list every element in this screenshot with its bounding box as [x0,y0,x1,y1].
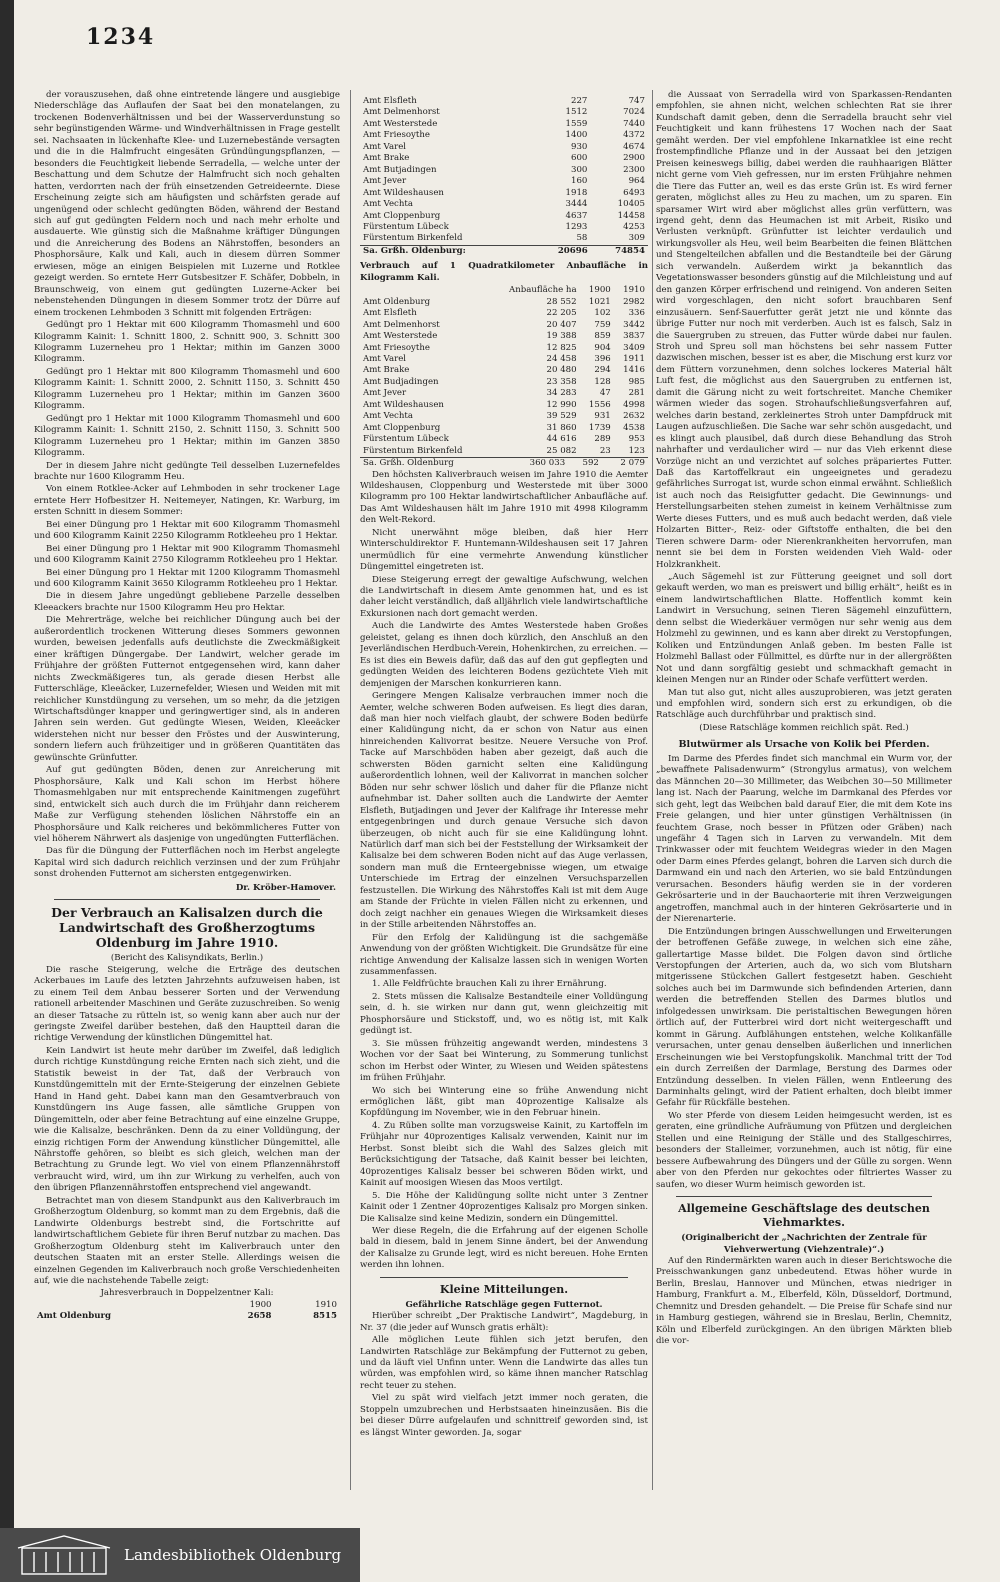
divider [380,1277,628,1278]
table-row [360,423,648,434]
paragraph: Wo sich bei Winterung eine so frühe Anwendung nicht ermöglichen läßt, gibt man 40prozentige Kalisalze als Kopfdüngung im November, wie in den Februar hinein. [360,1085,648,1119]
divider [54,899,320,900]
table-cell: 3444 [565,199,588,210]
table-cell: 904 [594,342,611,353]
table-cell: Amt Wildeshausen [363,187,444,198]
table-row [360,176,648,187]
table-row [360,211,648,222]
column-2 [360,96,648,1546]
paragraph: 5. Die Höhe der Kalidüngung sollte nicht unter 3 Zentner Kainit oder 1 Zentner 40prozentiges Kalisalz pro Morgen sinken. Die Kalisalze sind keine Medizin, sondern ein Düngemittel. [360,1190,648,1224]
paragraph: Diese Steigerung erregt der gewaltige Aufschwung, welchen die Landwirtschaft in diesem Amte genommen hat, und es ist daher leicht verständlich, daß alljährlich viele landwirtschaftliche Exkursionen nach dort gemacht werden. [360,574,648,619]
paragraph: Bei einer Düngung pro 1 Hektar mit 900 Kilogramm Thomasmehl und 600 Kilogramm Kainit 2750 Kilogramm Rotkleeheu pro 1 Hektar. [34,543,340,566]
header-cell: 1900 [249,1299,272,1310]
table-cell: 14458 [617,210,645,221]
table-cell: 2632 [623,411,645,422]
paragraph: Von einem Rotklee-Acker auf Lehmboden in sehr trockener Lage erntete Herr Hofbesitzer H. Neitemeyer, Natingen, Kr. Warburg, im ersten Schnitt in diesem Sommer: [34,484,340,518]
table-cell: 22 205 [546,308,577,319]
table-cell: 4998 [623,399,645,410]
table-cell: 39 529 [546,411,577,422]
table-cell: 289 [594,434,611,445]
header-cell [360,285,489,296]
table-cell: Amt Cloppenburg [363,210,441,221]
table-cell: 3442 [623,319,645,330]
table-row [360,297,648,308]
section-title: Allgemeine Geschäftslage des deutschen Viehmarktes. [678,1202,930,1230]
kali-table-continued [360,96,648,245]
table-cell: 2300 [623,164,645,175]
table-cell: Amt Brake [363,153,410,164]
table-row [360,199,648,210]
paragraph: Für den Erfolg der Kalidüngung ist die sachgemäße Anwendung von der größten Wichtigkeit. Die Grundsätze für eine richtige Anwendung der Kalisalze lassen sich in wenigen Worten zusammenfassen. [360,932,648,977]
table-cell: Amt Westerstede [363,331,438,342]
table-row [360,222,648,233]
section-text [656,754,952,1191]
table-cell: Amt Oldenburg [363,296,431,307]
table-cell: Amt Friesoythe [363,130,430,141]
table-cell: 1400 [565,130,588,141]
paragraph: Betrachtet man von diesem Standpunkt aus den Kaliverbrauch im Großherzogtum Oldenburg, so kommt man zu dem Ergebnis, daß die Landwirte Oldenburgs bestrebt sind, die Fortschritte auf landwirtschaftlichem Gebiete für ihren Beruf nutzbar zu machen. Das Großherzogtum Oldenburg steht im Kaliverbrauch unter den deutschen Staaten mit an erster Stelle. Allerdings weisen die einzelnen Gegenden im Kaliverbrauch noch große Verschiedenheiten auf, wie die nachstehende Tabelle zeigt: [34,1195,340,1286]
table-row [360,377,648,388]
header-cell: 1900 [588,285,611,296]
table-row [360,354,648,365]
table-cell: Amt Oldenburg [37,1311,111,1322]
table-cell: 4372 [623,130,645,141]
table-row [360,446,648,457]
table-cell: 309 [628,233,645,244]
table-cell: 4538 [623,422,645,433]
section-text [360,1311,648,1439]
paragraph: Wer diese Regeln, die die Erfahrung auf der eigenen Scholle bald in diesem, bald in jenem Sinne ändert, bei der Anwendung der Kalisalze zu Grunde legt, wird es nicht bereuen. Hohe Ernten werden ihn lohnen. [360,1225,648,1271]
table-cell: Amt Varel [363,353,407,364]
table-cell: 1739 [588,422,611,433]
paragraph: Geringere Mengen Kalisalze verbrauchen immer noch die Aemter, welche schweren Boden aufweisen. Es liegt dies daran, daß man hier noch vielfach glaubt, der schwere Boden bedürfe einer Kalidüngung nicht, da er schon von Natur aus einen hinreichenden Kalivorrat besitze. Neuere Versuche von Prof. Tacke auf Marschböden haben aber gezeigt, daß auch die schwersten Böden garnicht selten eine Kalidüngung außerordentlich lohnen, weil der Kalivorrat in manchen solcher Böden nur sehr schwer löslich und daher für die Pflanze nicht aufnehmbar ist. Daher sollten auch die Landwirte der Aemter Elsfleth, Butjadingen und Jever der Kalifrage ihr Interesse mehr entgegenbringen und durch genaue Versuche sich davon überzeugen, ob nicht auch für sie eine Kalidüngung lohnt. Natürlich darf man sich bei der Feststellung der Wirksamkeit der Kalisalze bei dem schweren Boden nicht auf das Auge verlassen, sondern man muß die Ernteergebnisse wiegen, um etwaige Unterschiede im Ertrag der einzelnen Versuchsparzellen festzustellen. Die Wirkung des Nährstoffes Kali ist mit dem Auge am Stande der Früchte in vielen Fällen nicht zu erkennen, und doch zeigt nachher ein genaues Wiegen die Wirksamkeit dieses in der Stille arbeitenden Nährstoffes an. [360,691,648,931]
table-row [360,343,648,354]
table-cell: 336 [628,308,645,319]
table-cell: 1293 [565,221,588,232]
table-cell: Amt Delmenhorst [363,107,440,118]
paragraph: Wo ster Pferde von diesem Leiden heimgesucht werden, ist es geraten, eine gründliche Aufräumung von Pfützen und dergleichen Stellen und eine Reinigung der Ställe und des Stallgeschirres, besonders der Stalleimer, vorzunehmen, auch ist nötig, für eine bessere Aufbewahrung des Düngers und der Gülle zu sorgen. Wenn aber von den Pferden nur gekochtes oder filtriertes Wasser zu saufen, wo dieser Wurm heimisch geworden ist. [656,1110,952,1190]
header-cell: 1910 [315,1299,337,1310]
table-cell: Amt Westerstede [363,118,438,129]
table-cell: 28 552 [546,296,577,307]
table-cell: Amt Jever [363,388,407,399]
area-table [360,285,648,457]
paragraph: Bei einer Düngung pro 1 Hektar mit 600 Kilogramm Thomasmehl und 600 Kilogramm Kainit 2250 Kilogramm Rotkleeheu pro 1 Hektar. [34,519,340,542]
table-row [360,388,648,399]
table-row [360,142,648,153]
table-cell: 34 283 [546,388,577,399]
table-cell: 47 [599,388,611,399]
header-cell: 1910 [623,285,645,296]
paragraph: Gedüngt pro 1 Hektar mit 1000 Kilogramm Thomasmehl und 600 Kilogramm Kainit: 1. Schnitt 2150, 2. Schnitt 1150, 3. Schnitt 500 Kilogramm Luzerneheu pro 1 Hektar; mithin im Ganzen 3850 Kilogramm. [34,413,340,459]
table-cell: 7440 [623,118,645,129]
section-continuation [656,90,952,722]
table-row [360,308,648,319]
table-cell: 747 [628,96,645,106]
paragraph: Die in diesem Jahre ungedüngt gebliebene Parzelle desselben Kleeackers brachte nur 1500 Kilogramm Heu pro Hektar. [34,591,340,613]
table-cell: 1416 [623,365,645,376]
paragraph: Das für die Düngung der Futterflächen noch im Herbst angelegte Kapital wird sich dadurch reichlich verzinsen und der zum Frühjahr sonst drohenden Futternot am sichersten entgegenwirken. [34,846,340,880]
paragraph: Den höchsten Kaliverbrauch weisen im Jahre 1910 die Aemter Wildeshausen, Cloppenburg und Westerstede mit über 3000 Kilogramm pro 100 Hektar landwirtschaftlicher Anbaufläche auf. Das Amt Wildeshausen hält im Jahre 1910 mit 4998 Kilogramm den Welt-Rekord. [360,469,648,526]
paragraph: 1. Alle Feldfrüchte brauchen Kali zu ihrer Ernährung. [372,979,607,990]
table-cell: 23 [599,445,611,456]
paragraph: Auf den Rindermärkten waren auch in dieser Berichtswoche die Preisschwankungen ganz unbedeutend. Etwas höher wurde in Berlin, Breslau, Hannover und München, etwas niedriger in Hamburg, Frankfurt a. M., Elberfeld, Köln, Düsseldorf, Dortmund, Chemnitz und Dresden gehandelt. — Die Preise für Schafe sind nur in Hamburg gestiegen, während sie in Breslau, Berlin, Chemnitz, Köln und Elberfeld zurückgingen. An den übrigen Märkten blieb die vor- [656,1255,952,1347]
kali-table-start [34,1300,340,1323]
area-table-total [360,457,648,469]
table-cell: 12 990 [546,399,577,410]
table-cell: Fürstentum Birkenfeld [363,445,463,456]
table-cell: 227 [570,96,588,106]
table-row [360,331,648,342]
table-cell: Amt Elsfleth [363,308,417,319]
article-text [34,965,340,1288]
table-cell: 1556 [588,399,611,410]
table-cell: 128 [594,376,611,387]
table-cell: 931 [594,411,611,422]
editor-note: (Diese Ratschläge kommen reichlich spät. Red.) [699,722,909,733]
author-signature: Dr. Kröber-Hamover. [235,882,336,893]
table-cell: 964 [628,176,645,187]
table-cell: 953 [628,434,645,445]
table-cell: 1918 [565,187,588,198]
paragraph: „Auch Sägemehl ist zur Fütterung geeignet und soll dort gekauft werden, wo man es preiswert und billig erhält“, heißt es in einem landwirtschaftlichen Blatte. Hoffentlich kommt kein Landwirt in Versuchung, seinen Tieren Sägemehl einzufüttern, denn selbst die Wiederkäuer vermögen nur sehr wenig aus dem Holzmehl zu gewinnen, und es kann aber direkt zu Verstopfungen, Koliken und Entzündungen Anlaß geben. Im besten Falle ist Holzmehl Ballast oder Füllmittel, es dürfte nur in der allergrößten Not und dann sorgfältig gesiebt und schmackhaft gemacht in kleinen Mengen nur an Rinder oder Schafe verfüttert werden. [656,572,952,686]
table-cell: 759 [594,319,611,330]
table-row [360,320,648,331]
table-cell: 300 [570,164,588,175]
table-cell: 2658 [247,1311,272,1322]
table-cell: 44 616 [546,434,577,445]
table-cell: 3837 [623,331,645,342]
table-cell: 294 [594,365,611,376]
table-cell: 1021 [588,296,611,307]
paragraph: die Aussaat von Serradella wird von Sparkassen-Rendanten empfohlen, sie ahnen nicht, welchen schlechten Rat sie ihrer Kundschaft damit geben, denn die Serradella braucht sehr viel Feuchtigkeit und kann frühestens 17 Wochen nach der Saat gemäht werden. Der viel empfohlene Inkarnatklee ist eine recht frostempfindliche Pflanze und in der Aussaat bei den jetzigen Preisen keineswegs billig, dabei werden die rauhhaarigen Blätter nicht gerne vom Vieh gefressen, nur im ersten Frühjahre nehmen die Tiere das Futter an, weil es das erste Grün ist. Es wird ferner geraten, möglichst alles zu Heu zu machen, um zu sparen. Ein sparsamer Wirt wird aber möglichst alles grün verfüttern, was irgend geht, denn das Heumachen ist mit Arbeit, Risiko und Verlusten verknüpft. Grünfutter ist leichter verdaulich und wirkungsvoller als Heu, weil beim Bearbeiten die feinen Blättchen und Stengelteilchen abfallen und die Bestandteile bei der Gärung sich verwandeln. Außerdem wirkt ja bekanntlich das Vegetationswasser besonders günstig auf die Milchleistung und auf den ganzen Körper erfrischend und reinigend. Von anderen Seiten wird vorgeschlagen, den nicht sofort brauchbaren Senf einzusäuern. Senf-Sauerfutter gerät jetzt nie und könnte das übrige Futter nur noch mit verderben. Auch ist es falsch, Salz in die Sauergruben zu streuen, das Futter würde dabei nur faulen. Stroh und Spreu soll man höchstens bei sehr nassem Futter dazwischen mischen, besser ist es aber, die Mischung erst kurz vor dem Füttern vorzunehmen, denn solches lockeres Material hält Luft fest, die möglichst aus den Sauergruben zu entfernen ist, damit die Gärung nicht zu weit fortschreitet. Manche Chemiker wärmen wieder das sogen. Strohaufschließungsverfahren auf, welches darin bestand, zerkleinertes Stroh unter Dampfdruck mit Laugen aufzuschließen. Die Sache war sehr schön ausgedacht, und es klingt auch plausibel, daß durch diese Behandlung das Stroh nahrhafter und verdaulicher wird — nur das Vieh erkennt diese Vorzüge nicht an und verzichtet auf solches präpariertes Futter. Daß das Kartoffelkraut ein ungeeignetes und geradezu gefährliches Surrogat ist, wurde schon einmal erwähnt. Schließlich ist auch noch das Reisigfutter gedacht. Die Gewinnungs- und Herstellungsarbeiten stehen zumeist in keinem Verhältnisse zum Werte dieses Futters, und es muß auch bedacht werden, daß viele Holzarten Bitter-, Reiz- oder Giftstoffe enthalten, die bei den Tieren schwere Darm- oder Nierenkrankheiten hervorrufen, man nennt sie bei dem in Forsten weidenden Vieh Wald- oder Holzkrankheit. [656,90,952,570]
table-cell: 8515 [313,1311,337,1322]
page-number: 1234 [86,24,156,50]
paragraph: der vorauszusehen, daß ohne eintretende längere und ausgiebige Niederschläge das Auflaufen der Saat bei den monatelangen, zu trockenen Bodenverhältnissen und bei der Wasserverdunstung so sehr begünstigenden Wärme- und Windverhältnissen in Frage gestellt sei. Nachsaaten in lückenhafte Klee- und Luzernebestände versagten und die in die Halmfrucht eingesäten Gründüngungspflanzen, — besonders die Feuchtigkeit liebende Serradella, — welche unter der Beschattung und dem Schutze der Halmfrucht sich noch gehalten hatten, verdorrten nach der früh einsetzenden Getreideernte. Diese Erscheinung zeigte sich am häufigsten und schärfsten gerade auf ungenügend oder schlecht gedüngten Böden, während der Bestand sich auf gut gedüngten Feldern noch und nach mehr erholte und ausdauerte. Wie günstig sich die Maßnahme kräftiger Düngungen und die Anreicherung des Bodens an Nährstoffen, besonders an Phosphorsäure, Kalk und Kali, auch in diesem dürren Sommer erwiesen, möge an einigen Beispielen mit Luzerne und Rotklee gezeigt werden. So erntete Herr Gutsbesitzer F. Schäfer, Dobbeln, in Braunschweig, von einem gut gedüngten Luzerne-Acker bei nebenstehenden Düngungen in diesem Sommer trotz der Dürre auf einem trockenen Lehmboden 3 Schnitt mit folgenden Erträgen: [34,90,340,318]
paragraph: Kein Landwirt ist heute mehr darüber im Zweifel, daß lediglich durch richtige Kunstdüngung reiche Ernten nach sich zieht, und die Statistik beweist in der Tat, daß der Verbrauch von Kunstdüngemitteln mit der Ernte-Steigerung der einzelnen Gebiete Hand in Hand geht. Dabei kann man den Gesamtverbrauch von Kunstdüngern ins Auge fassen, alle sämtliche Gruppen von Düngemitteln, oder aber feine Betrachtung auf eine einzelne Gruppe, wie die Kalisalze, beschränken. Denn da zu einer Volldüngung, der einzig richtigen Form der Anwendung künstlicher Düngemittel, alle Nährstoffe gehören, so bleibt es sich gleich, welchen man der Betrachtung zu Grunde legt. Wo viel von einem Pflanzennährstoff verbraucht wird, wird, um ihn zur Wirkung zu verhelfen, auch von den übrigen Pflanzennährstoffen entsprechend viel angewandt. [34,1045,340,1194]
table-row [360,119,648,130]
table-cell: 930 [570,141,588,152]
paragraph: Bei einer Düngung pro 1 Hektar mit 1200 Kilogramm Thomasmehl und 600 Kilogramm Kainit 3650 Kilogramm Rotkleeheu pro 1 Hektar. [34,567,340,590]
column-1 [34,90,340,1540]
paragraph: Auch die Landwirte des Amtes Westerstede haben Großes geleistet, gelang es ihnen doch kürzlich, den Anschluß an den Jeverländischen Herdbuch-Verein, Hohenkirchen, zu erreichen. — Es ist dies ein Beweis dafür, daß das auf den gut gepflegten und gedüngten Weiden des leichteren Bodens gezüchtete Vieh mit demjenigen der Marschen konkurrieren kann. [360,621,648,689]
table-row [360,434,648,445]
table-cell: Amt Vechta [363,411,413,422]
section-text [656,1256,952,1348]
table-cell: Fürstentum Birkenfeld [363,233,463,244]
section-title: Blutwürmer als Ursache von Kolik bei Pferden. [678,739,930,751]
table-cell: 31 860 [546,422,577,433]
total-cell: 2 079 [602,458,648,470]
divider [676,1196,932,1197]
column-3 [656,90,952,1540]
table-cell: Amt Cloppenburg [363,422,441,433]
table-cell: Fürstentum Lübeck [363,221,449,232]
table-cell: Amt Elsfleth [363,96,417,106]
table2-caption: Verbrauch auf 1 Quadratkilometer Anbaufläche in Kilogramm Kali. [360,261,648,283]
table-cell: 2900 [623,153,645,164]
table-cell: 4637 [565,210,588,221]
paragraph: Man tut also gut, nicht alles auszuprobieren, was jetzt geraten und empfohlen wird, sondern sich erst zu erkundigen, ob die Ratschläge auch durchführbar und praktisch sind. [656,687,952,721]
table-cell: 24 458 [546,353,577,364]
table-cell: 600 [570,153,588,164]
paragraph: 3. Sie müssen frühzeitig angewandt werden, mindestens 3 Wochen vor der Saat bei Winterung, zu Sommerung tunlichst schon im Herbst oder Winter, zu Wiesen und Weiden spätestens im frühen Frühjahr. [360,1038,648,1084]
table-cell: 4674 [623,141,645,152]
intro-text [34,90,340,881]
paragraph: Die Mehrerträge, welche bei reichlicher Düngung auch bei der außerordentlich trockenen Witterung dieses Sommers gewonnen wurden, beweisen jedenfalls aufs deutlichste die Zweckmäßigkeit einer kräftigen Düngergabe. Der Landwirt, welcher gerade im Frühjahre der größten Futternot entgegensehen wird, kann daher nichts Zweckmäßigeres tun, als gerade diesen Herbst alle Futterschläge, Kleeäcker, Luzernefelder, Wiesen und Weiden mit mit reichlicher Kunstdüngung zu versehen, um so mehr, da die jetzigen Wirtschaftsdünger knapper und geringwertiger sind, als in anderen Jahren sein werden. Gut gedüngte Wiesen, Weiden, Kleeäcker widerstehen nicht nur besser den Fröstes und der Auswinterung, sondern liefern auch frühzeitiger und in größeren Quantitäten das gewünschte Grünfutter. [34,615,340,763]
table-row [360,411,648,422]
table-cell: Amt Friesoythe [363,342,430,353]
table-cell: 102 [594,308,611,319]
paragraph: Nicht unerwähnt möge bleiben, daß hier Herr Winterschuldirektor F. Huntemann-Wildeshausen seit 17 Jahren unermüdlich für eine vermehrte Anwendung künstlicher Düngemittel eingetreten ist. [360,527,648,573]
article-title: Der Verbrauch an Kalisalzen durch die Landwirtschaft des Großherzogtums Oldenburg im Jahre 1910. [51,905,323,951]
table-cell: 6493 [623,187,645,198]
section-title: Kleine Mitteilungen. [439,1282,569,1296]
table-cell: Amt Jever [363,176,407,187]
table-cell: 1512 [565,107,588,118]
header-cell: Anbaufläche ha [509,285,577,296]
table-cell: 3409 [623,342,645,353]
paragraph: Alle möglichen Leute fühlen sich jetzt berufen, den Landwirten Ratschläge zur Bekämpfung der Futternot zu geben, und da läuft viel Unfinn unter. Wenn die Landwirte das alles tun würden, was empfohlen wird, so käme ihnen mancher Ratschlag recht teuer zu stehen. [360,1335,648,1391]
column-rule [652,90,653,1490]
table-cell: 10405 [617,199,645,210]
paragraph: Viel zu spät wird vielfach jetzt immer noch geraten, die Stoppeln umzubrechen und Herbstsaaten hineinzusäen. Bis die bei dieser Dürre aufgelaufen und schnittreif geworden sind, ist es längst Winter geworden. Ja, sogar [360,1393,648,1438]
table-cell: Amt Brake [363,365,410,376]
table-cell: Fürstentum Lübeck [363,434,449,445]
header-cell [34,1300,209,1311]
table-cell: 396 [594,353,611,364]
table-row [360,165,648,176]
table-cell: Amt Wildeshausen [363,399,444,410]
table-cell: 12 825 [546,342,577,353]
table-caption: Jahresverbrauch in Doppelzentner Kali: [100,1288,274,1299]
paragraph: Die Entzündungen bringen Ausschwellungen und Erweiterungen der betroffenen Gefäße zuwege, in welchen sich eine zähe, gallertartige Masse bildet. Die Folgen davon sind örtliche Verstopfungen der Arterien, auch da, wo sich vom Blutsharn mitgerissene Stückchen Gallert festgesetzt haben. Geschieht solches auch bei im Darmwunde sich befindenden Arterien, dann werden die betreffenden Stellen des Darmes blutlos und infolgedessen unwirksam. Die peristaltischen Bewegungen hören örtlich auf, der Futterbrei wird dort nicht weitergeschafft und kommt in Gärung. Aufblähungen entstehen, welche Kolikanfälle verursachen, unter genau denselben äußerlichen und innerlichen Erscheinungen wie bei Verstopfungskolik. Manchmal tritt der Tod ein durch Zerreißen der Darmlage, Berstung des Darmes oder Entzündung desselben. In vielen Fällen, wenn Entleerung des Darminhalts gelingt, wird der Patient erhalten, doch bleibt immer Gefahr für Rückfälle bestehen. [656,926,952,1109]
table-cell: Amt Delmenhorst [363,319,440,330]
paragraph: 4. Zu Rüben sollte man vorzugsweise Kainit, zu Kartoffeln im Frühjahr nur 40prozentiges Kalisalz verwenden, Kainit nur im Herbst. Sonst bleibt sich die Wahl des Salzes gleich mit Berücksichtigung der Tatsache, daß Kainit besser bei leichten, 40prozentiges Kalisalz besser bei schweren Böden wirkt, und Kainit auf moosigen Wiesen das Moos vertilgt. [360,1120,648,1189]
table-cell: 859 [594,331,611,342]
table-cell: 7024 [623,107,645,118]
paragraph: Der in diesem Jahre nicht gedüngte Teil desselben Luzernefeldes brachte nur 1600 Kilogramm Heu. [34,460,340,482]
total-cell: 360 033 [506,458,569,470]
article-subtitle: (Bericht des Kalisyndikats, Berlin.) [110,953,264,964]
table-row [34,1311,340,1322]
total-cell: 592 [568,458,602,470]
paragraph: Gedüngt pro 1 Hektar mit 600 Kilogramm Thomasmehl und 600 Kilogramm Kainit: 1. Schnitt 1800, 2. Schnitt 900, 3. Schnitt 300 Kilogramm Luzerneheu pro 1 Hektar; mithin im Ganzen 3000 Kilogramm. [34,320,340,365]
library-label: Landesbibliothek Oldenburg [124,1546,342,1564]
table-cell: 2982 [623,296,645,307]
library-building-icon [14,1532,114,1578]
table-cell: Amt Budjadingen [363,376,439,387]
total-cell: 74854 [591,245,648,257]
table-cell: Amt Vechta [363,199,413,210]
scan-edge [0,0,14,1582]
table-cell: Amt Butjadingen [363,164,437,175]
paragraph: 2. Stets müssen die Kalisalze Bestandteile einer Volldüngung sein, d. h. sie wirken nur dann gut, wenn gleichzeitig mit Phosphorsäure und Stickstoff, und, wo es nötig ist, mit Kalk gedüngt ist. [360,991,648,1037]
table-cell: 19 388 [546,331,577,342]
table-cell: 123 [628,445,645,456]
table-cell: 985 [628,376,645,387]
table-cell: 20 407 [546,319,577,330]
table-cell: 1911 [623,353,645,364]
table-cell: 25 082 [546,445,577,456]
paragraph: Hierüber schreibt „Der Praktische Landwirt“, Magdeburg, in Nr. 37 (die jeder auf Wunsch gratis erhält): [360,1311,648,1333]
table-cell: 58 [576,233,588,244]
table-cell: 160 [570,176,588,187]
table-row [360,400,648,411]
kali-table-total [360,245,648,257]
table-row [360,188,648,199]
table-row [360,107,648,118]
table-cell: 1559 [565,118,588,129]
table-row [360,365,648,376]
section-subtitle: Gefährliche Ratschläge gegen Futternot. [405,1299,603,1310]
table-cell: 20 480 [546,365,577,376]
section-subtitle: (Originalbericht der „Nachrichten der Zentrale für Viehverwertung (Viehzentrale)“.) [681,1233,927,1255]
paragraph: Im Darme des Pferdes findet sich manchmal ein Wurm vor, der „bewaffnete Palisadenwurm“ (Strongylus armatus), von welchem das Männchen 20—30 Millimeter, das Weibchen 30—50 Millimeter lang ist. Nach der Paarung, welche im Darmkanal des Pferdes vor sich geht, legt das Weibchen bald darauf Eier, die mit dem Kote ins Freie gelangen, und hier unter günstigen Verhältnissen (in feuchtem Grase, noch besser in Pfützen oder Gräben) nach ungefähr 4 Tagen sich in Larven zu verwandeln. Mit dem Trinkwasser oder mit feuchtem Weidegras wieder in den Magen oder Darm eines Pferdes gelangt, bohren die Larven sich durch die Darmwand ein und nach den Arterien, wo sie bald Entzündungen verursachen. Besonders häufig werden sie in der vorderen Gekrösarterie und in der Bauchaorterie mit ihren Verzweigungen angetroffen, manchmal auch in der hinteren Gekrösarterie und in der Nierenarterie. [656,753,952,925]
article-continuation [360,470,648,1272]
total-label: Sa. Grßh. Oldenburg: [360,245,534,257]
table-cell: 4253 [623,221,645,232]
total-label: Sa. Grßh. Oldenburg [360,458,506,470]
paragraph: Die rasche Steigerung, welche die Erträge des deutschen Ackerbaues im Laufe des letzten Jahrzehnts aufzuweisen haben, ist zu einem Teil dem Anbau besserer Sorten und der Verwendung rationell arbeitender Maschinen und Geräte zuzuschreiben. So wenig an dieser Tatsache zu rütteln ist, so wenig kann aber auch nur der geringste Zweifel darüber bestehen, daß den Hauptteil daran die richtige Verwendung der künstlichen Düngemittel hat. [34,964,340,1044]
table-cell: Amt Varel [363,141,407,152]
table-row [360,130,648,141]
paragraph: Gedüngt pro 1 Hektar mit 800 Kilogramm Thomasmehl und 600 Kilogramm Kainit: 1. Schnitt 2000, 2. Schnitt 1150, 3. Schnitt 450 Kilogramm Luzerneheu pro 1 Hektar; mithin im Ganzen 3600 Kilogramm. [34,366,340,412]
table-row [360,233,648,244]
column-rule [350,90,351,1490]
table-row [360,96,648,107]
table-row [360,153,648,164]
paragraph: Auf gut gedüngten Böden, denen zur Anreicherung mit Phosphorsäure, Kalk und Kali schon im Herbst höhere Thomasmehlgaben nur mit entsprechende Kainitmengen zugeführt sind, entwickelt sich auch durch die im Frühjahr dann reicherem Maße zur Verfügung stehenden löslichen Nährstoffe ein an Phosphorsäure und Kalk reicheres und bekömmlicheres Futter von viel höherem Nährwert als dasjenige von ungedüngten Futterflächen. [34,765,340,844]
table-cell: 23 358 [546,376,577,387]
table-cell: 281 [628,388,645,399]
total-cell: 20696 [534,245,591,257]
